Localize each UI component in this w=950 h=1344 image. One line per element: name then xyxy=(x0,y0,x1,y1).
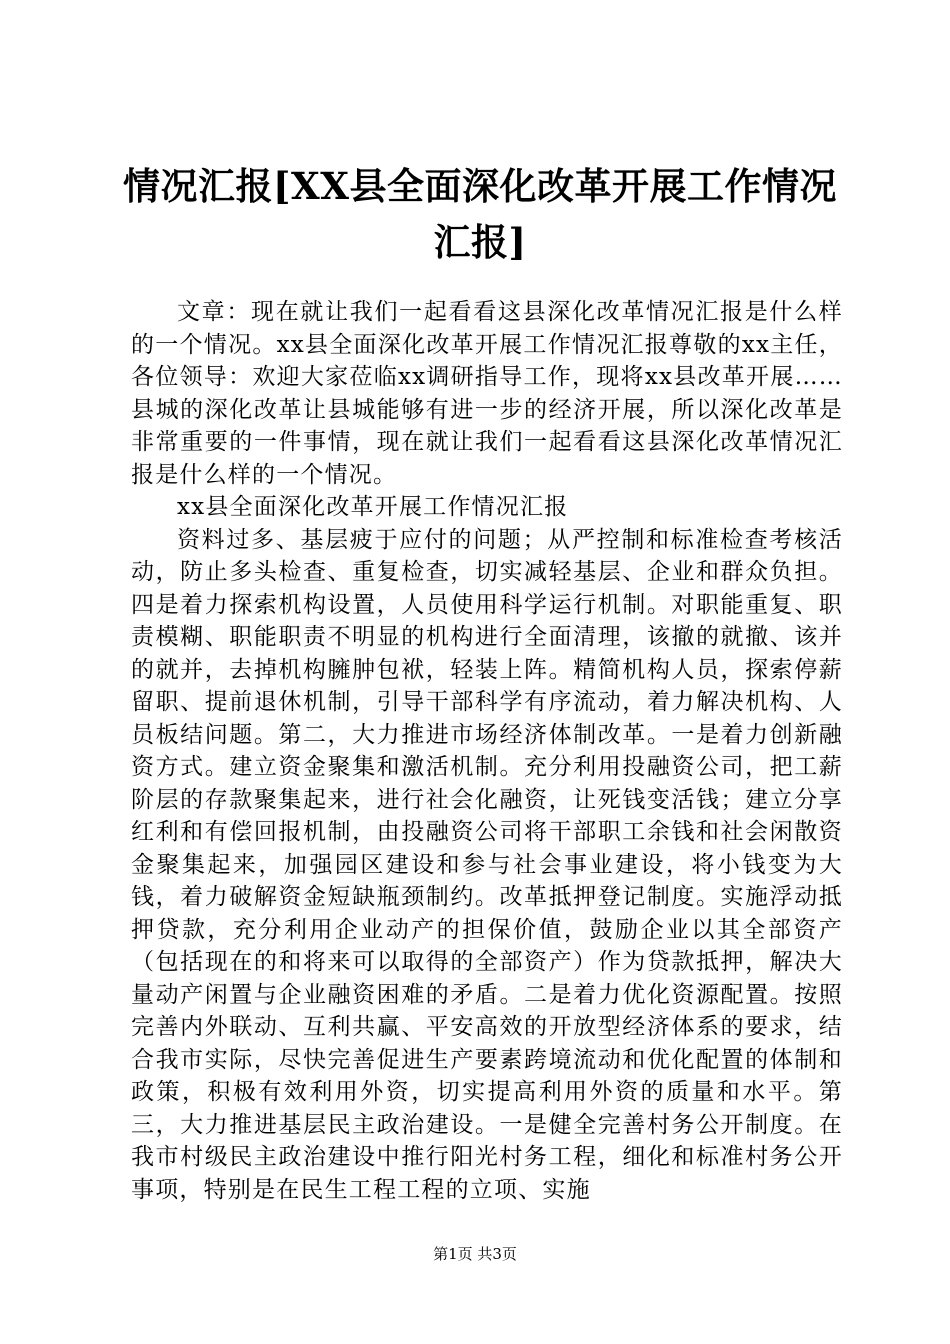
document-title: 情况汇报[XX县全面深化改革开展工作情况汇报] xyxy=(123,164,837,264)
subheading-paragraph: xx县全面深化改革开展工作情况汇报 xyxy=(177,494,569,520)
document-body xyxy=(131,296,843,1206)
intro-paragraph: 文章：现在就让我们一起看看这县深化改革情况汇报是什么样的一个情况。xx县全面深化改革开展工作情况汇报尊敬的xx主任，各位领导：欢迎大家莅临xx调研指导工作，现将xx县改革开展……县城的深化改革让县城能够有进一步的经济开展，所以深化改革是非常重要的一件事情，现在就让我们一起看看这县深化改革情况汇报是什么样的一个情况。 xyxy=(131,299,843,488)
page-footer: 第1页 共3页 xyxy=(433,1245,517,1263)
main-paragraph: 资料过多、基层疲于应付的问题；从严控制和标准检查考核活动，防止多头检查、重复检查，切实减轻基层、企业和群众负担。四是着力探索机构设置，人员使用科学运行机制。对职能重复、职责模糊、职能职责不明显的机构进行全面清理，该撤的就撤、该并的就并，去掉机构臃肿包袱，轻装上阵。精简机构人员，探索停薪留职、提前退休机制，引导干部科学有序流动，着力解决机构、人员板结问题。第二，大力推进市场经济体制改革。一是着力创新融资方式。建立资金聚集和激活机制。充分利用投融资公司，把工薪阶层的存款聚集起来，进行社会化融资，让死钱变活钱；建立分享红利和有偿回报机制，由投融资公司将干部职工余钱和社会闲散资金聚集起来，加强园区建设和参与社会事业建设，将小钱变为大钱，着力破解资金短缺瓶颈制约。改革抵押登记制度。实施浮动抵押贷款，充分利用企业动产的担保价值，鼓励企业以其全部资产（包括现在的和将来可以取得的全部资产）作为贷款抵押，解决大量动产闲置与企业融资困难的矛盾。二是着力优化资源配置。按照完善内外联动、互利共赢、平安高效的开放型经济体系的要求，结合我市实际，尽快完善促进生产要素跨境流动和优化配置的体制和政策，积极有效利用外资，切实提高利用外资的质量和水平。第三，大力推进基层民主政治建设。一是健全完善村务公开制度。在我市村级民主政治建设中推行阳光村务工程，细化和标准村务公开事项，特别是在民生工程工程的立项、实施 xyxy=(131,526,843,1203)
